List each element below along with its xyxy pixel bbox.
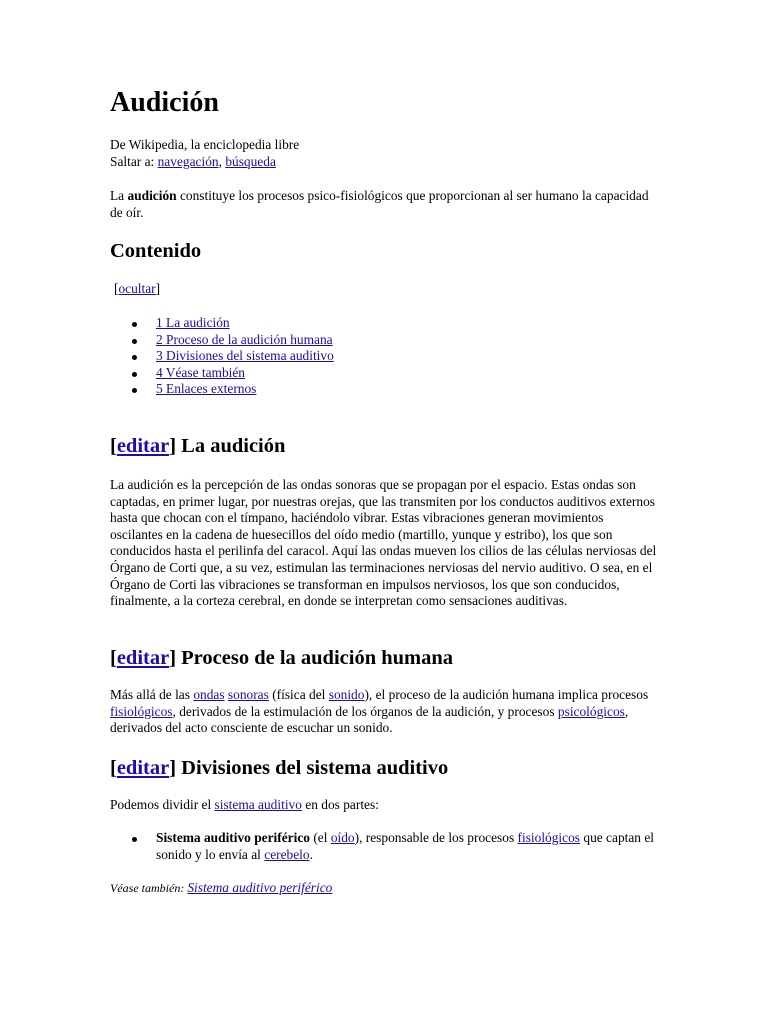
edit-close-bracket: ] [169, 435, 177, 457]
tagline [110, 137, 299, 170]
bullet-icon [132, 837, 137, 842]
text: que captan el sonido y lo envía al [156, 830, 655, 862]
see-also-label: Véase también: [110, 881, 185, 895]
edit-close-bracket: ] [169, 647, 177, 669]
intro-lead: La [110, 188, 125, 203]
cerebelo-link[interactable]: cerebelo [264, 846, 310, 862]
edit-open-bracket: [ [110, 435, 117, 457]
comma: , [218, 153, 222, 169]
text: en dos partes: [305, 797, 379, 812]
jump-to-label: Saltar a: [110, 153, 155, 169]
bullet-icon [132, 339, 137, 344]
toc-toggle-open-bracket: [ [114, 281, 119, 296]
text: Podemos dividir el [110, 797, 212, 812]
toc-item [110, 365, 334, 382]
section-title: Divisiones del sistema auditivo [181, 757, 449, 779]
bullet-icon [132, 322, 137, 327]
sonoras-link[interactable]: sonoras [227, 687, 269, 702]
toc-link-1[interactable]: 1 La audición [156, 315, 230, 330]
intro-rest: constituye los procesos psico-fisiológicos que proporcionan al ser humano la capacidad de oír. [110, 188, 649, 220]
toc-toggle [114, 281, 160, 298]
section-paragraph: La audición es la percepción de las ondas sonoras que se propagan por el espacio. Estas ondas son captadas, en primer lugar, por nuestras orejas, que las transmiten por los conductos auditivos externos hasta que chocan con el tímpano, haciéndolo vibrar. Estas vibraciones generan movimientos oscilantes en la cadena de huesecillos del oído medio (martillo, yunque y estribo), los que son conducidos hasta el perilinfa del caracol. Aquí las ondas mueven los cilios de las células nerviosas del Órgano de Corti que, a su vez, estimulan las terminaciones nerviosas del nervio auditivo. O sea, en el Órgano de Corti las vibraciones se transforman en impulsos nerviosos, los que son conducidos, finalmente, a la corteza cerebral, en donde se interpretan como sensaciones auditivas. [110, 477, 657, 609]
navigation-link[interactable]: navegación [157, 153, 219, 169]
toc-link-4[interactable]: 4 Véase también [156, 364, 245, 380]
bullet-icon [132, 355, 137, 360]
list-item-term: Sistema auditivo periférico [156, 830, 310, 845]
text: Más allá de las [110, 687, 190, 702]
section-heading-proceso [110, 645, 453, 671]
intro-bold-term: audición [127, 188, 177, 203]
toc-link-3[interactable]: 3 Divisiones del sistema auditivo [156, 348, 334, 364]
fisiologicos-link[interactable]: fisiológicos [517, 830, 581, 845]
toc-item [110, 315, 334, 332]
section-heading-divisiones [110, 755, 448, 781]
toc-item [110, 381, 334, 398]
text: , derivados del acto consciente de escuchar un sonido. [110, 703, 629, 736]
section-title: Proceso de la audición humana [181, 647, 454, 669]
ondas-link[interactable]: ondas [193, 687, 225, 702]
intro-paragraph [110, 188, 658, 221]
fisiologicos-link[interactable]: fisiológicos [110, 703, 173, 719]
toc-link-5[interactable]: 5 Enlaces externos [156, 381, 257, 397]
toc-hide-link[interactable]: ocultar [118, 281, 156, 296]
text: . [309, 846, 313, 862]
edit-link[interactable]: editar [116, 435, 170, 457]
page-title: Audición [110, 87, 219, 118]
sistema-auditivo-link[interactable]: sistema auditivo [214, 797, 302, 812]
toc-list [110, 315, 334, 398]
bullet-icon [132, 388, 137, 393]
text: (física del [272, 687, 326, 702]
edit-open-bracket: [ [110, 647, 117, 669]
toc-heading: Contenido [110, 240, 202, 262]
toc-toggle-close-bracket: ] [155, 281, 161, 296]
see-also-link[interactable]: Sistema auditivo periférico [187, 880, 333, 895]
text: , derivados de la estimulación de los órganos de la audición, y procesos [172, 703, 555, 719]
edit-link[interactable]: editar [116, 647, 170, 669]
see-also-note [110, 880, 332, 897]
toc-item [110, 348, 334, 365]
section-paragraph [110, 797, 379, 814]
search-link[interactable]: búsqueda [225, 153, 276, 169]
divisions-list [110, 830, 658, 863]
edit-close-bracket: ] [169, 757, 177, 779]
bullet-icon [132, 372, 137, 377]
edit-link[interactable]: editar [116, 757, 170, 779]
oido-link[interactable]: oído [330, 830, 355, 845]
list-item [110, 830, 658, 863]
toc-item [110, 332, 334, 349]
section-paragraph [110, 687, 658, 737]
toc-link-2[interactable]: 2 Proceso de la audición humana [156, 331, 333, 347]
text: ), responsable de los procesos [354, 830, 515, 845]
tagline-text: De Wikipedia, la enciclopedia libre [110, 137, 300, 152]
edit-open-bracket: [ [110, 757, 117, 779]
text: (el [313, 830, 328, 845]
psicologicos-link[interactable]: psicológicos [557, 703, 625, 719]
section-heading-la-audicion [110, 433, 285, 459]
sonido-link[interactable]: sonido [328, 687, 365, 702]
text: ), el proceso de la audición humana implica procesos [364, 687, 649, 702]
section-title: La audición [181, 435, 286, 457]
